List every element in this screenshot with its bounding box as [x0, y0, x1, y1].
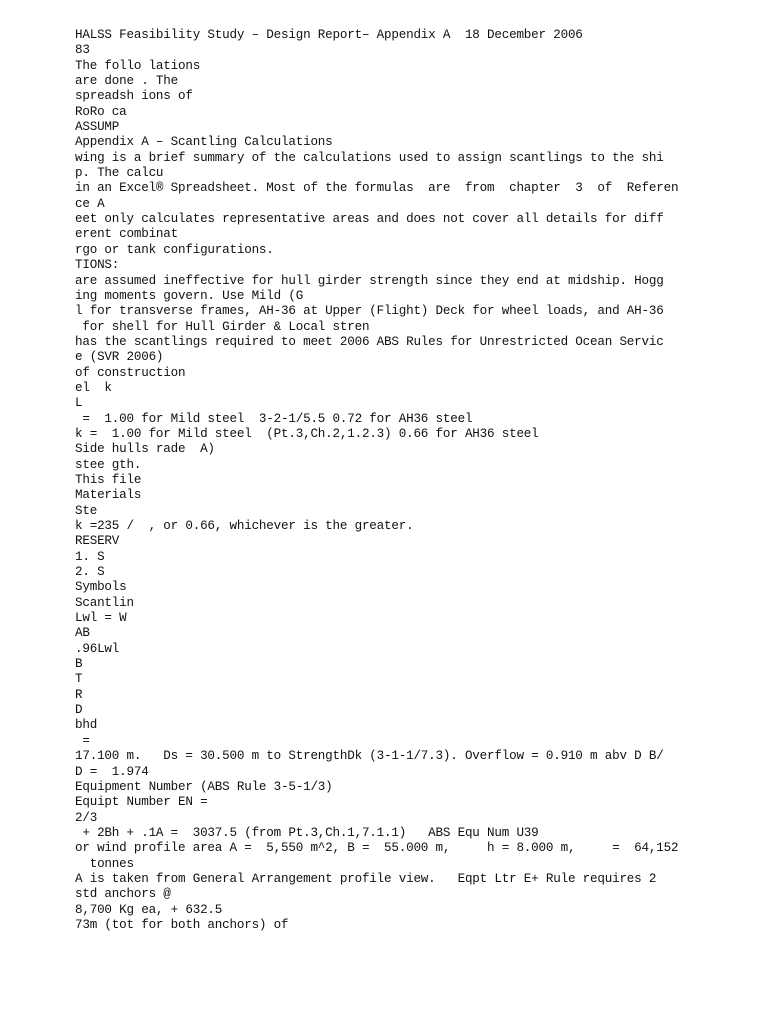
text-line: Lwl = W: [75, 611, 127, 626]
text-line: L: [75, 396, 83, 411]
text-line: 8,700 Kg ea, + 632.5: [75, 902, 223, 917]
text-line: = 1.00 for Mild steel 3-2-1/5.5 0.72 for AH36 steel: [75, 411, 473, 426]
text-line: Side hulls rade A): [75, 442, 215, 457]
text-line: ing moments govern. Use Mild (G: [75, 288, 304, 303]
text-line: 2/3: [75, 810, 98, 825]
text-line: B: [75, 657, 83, 672]
text-line: e (SVR 2006): [75, 350, 164, 365]
text-line: p. The calcu: [75, 166, 164, 181]
text-line: 17.100 m. Ds = 30.500 m to StrengthDk (3-1-1/7.3). Overflow = 0.910 m abv D B/: [75, 749, 664, 764]
text-line: D = 1.974: [75, 764, 149, 779]
text-line: 73m (tot for both anchors) of: [75, 917, 289, 932]
text-line: k = 1.00 for Mild steel (Pt.3,Ch.2,1.2.3) 0.66 for AH36 steel: [75, 426, 539, 441]
text-line: rgo or tank configurations.: [75, 242, 274, 257]
text-line: Symbols: [75, 580, 127, 595]
text-line: bhd: [75, 718, 98, 733]
text-line: The follo lations: [75, 58, 201, 73]
text-line: in an Excel® Spreadsheet. Most of the formulas are from chapter 3 of Referen: [75, 181, 679, 196]
text-line: tonnes: [75, 856, 134, 871]
text-line: Equipment Number (ABS Rule 3-5-1/3): [75, 779, 333, 794]
text-line: =: [75, 733, 90, 748]
text-line: erent combinat: [75, 227, 179, 242]
text-line: Equipt Number EN =: [75, 795, 208, 810]
text-line: A is taken from General Arrangement profile view. Eqpt Ltr E+ Rule requires 2: [75, 871, 657, 886]
text-line: eet only calculates representative areas and does not cover all details for diff: [75, 212, 664, 227]
text-line: 83: [75, 43, 90, 58]
text-line: RoRo ca: [75, 104, 127, 119]
text-line: HALSS Feasibility Study – Design Report– Appendix A 18 December 2006: [75, 28, 583, 42]
text-line: or wind profile area A = 5,550 m^2, B = 55.000 m, h = 8.000 m, = 64,152: [75, 841, 679, 856]
text-line: wing is a brief summary of the calculations used to assign scantlings to the shi: [75, 150, 664, 165]
text-line: This file: [75, 472, 142, 487]
text-line: R: [75, 687, 83, 702]
text-line: has the scantlings required to meet 2006 ABS Rules for Unrestricted Ocean Servic: [75, 334, 664, 349]
text-line: Scantlin: [75, 595, 134, 610]
text-line: are assumed ineffective for hull girder strength since they end at midship. Hogg: [75, 273, 664, 288]
text-line: ASSUMP: [75, 120, 120, 135]
text-line: Materials: [75, 488, 142, 503]
text-line: AB: [75, 626, 90, 641]
document-body: [75, 28, 755, 933]
text-line: RESERV: [75, 534, 120, 549]
text-line: stee gth.: [75, 457, 142, 472]
text-line: T: [75, 672, 83, 687]
text-line: + 2Bh + .1A = 3037.5 (from Pt.3,Ch.1,7.1.1) ABS Equ Num U39: [75, 825, 539, 840]
text-line: Appendix A – Scantling Calculations: [75, 135, 333, 150]
text-line: ce A: [75, 196, 105, 211]
text-line: 1. S: [75, 549, 105, 564]
text-line: el k: [75, 380, 112, 395]
text-line: of construction: [75, 365, 186, 380]
text-line: std anchors @: [75, 887, 171, 902]
text-line: 2. S: [75, 565, 105, 580]
text-line: are done . The: [75, 74, 179, 89]
text-line: k =235 / , or 0.66, whichever is the greater.: [75, 519, 414, 533]
text-line: D: [75, 703, 83, 718]
text-line: spreadsh ions of: [75, 89, 193, 104]
text-line: l for transverse frames, AH-36 at Upper (Flight) Deck for wheel loads, and AH-36: [75, 304, 664, 319]
text-line: .96Lwl: [75, 641, 120, 656]
text-line: TIONS:: [75, 258, 120, 273]
text-line: Ste: [75, 503, 98, 518]
text-line: for shell for Hull Girder & Local stren: [75, 319, 370, 334]
